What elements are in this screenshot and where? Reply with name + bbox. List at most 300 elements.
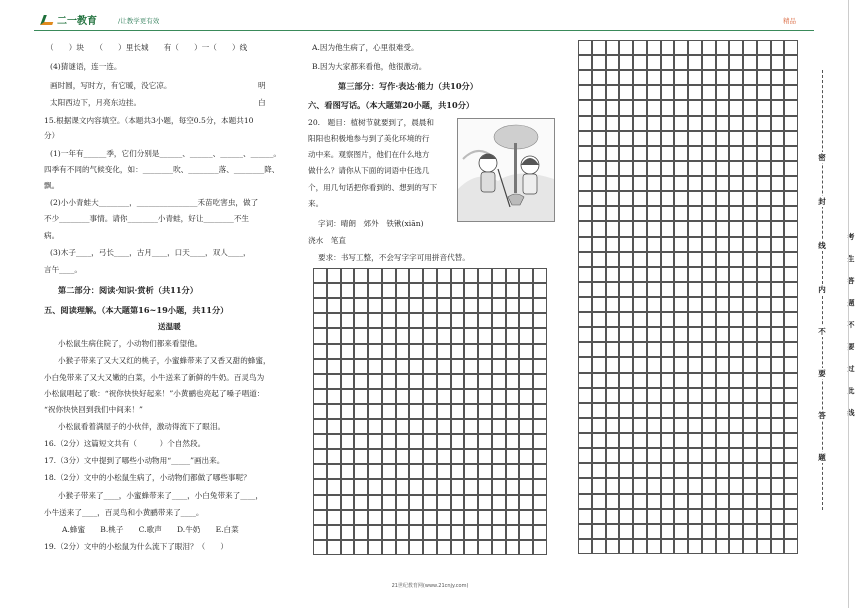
- grid-cell[interactable]: [354, 495, 368, 510]
- grid-cell[interactable]: [409, 419, 423, 434]
- grid-cell[interactable]: [478, 389, 492, 404]
- grid-cell[interactable]: [688, 463, 702, 478]
- grid-cell[interactable]: [382, 344, 396, 359]
- grid-cell[interactable]: [437, 328, 451, 343]
- grid-cell[interactable]: [451, 525, 465, 540]
- grid-cell[interactable]: [519, 419, 533, 434]
- grid-cell[interactable]: [771, 237, 785, 252]
- grid-cell[interactable]: [592, 433, 606, 448]
- grid-cell[interactable]: [396, 510, 410, 525]
- grid-cell[interactable]: [578, 191, 592, 206]
- grid-cell[interactable]: [674, 373, 688, 388]
- grid-cell[interactable]: [478, 449, 492, 464]
- grid-cell[interactable]: [688, 297, 702, 312]
- grid-cell[interactable]: [327, 283, 341, 298]
- grid-cell[interactable]: [702, 342, 716, 357]
- grid-cell[interactable]: [661, 478, 675, 493]
- grid-cell[interactable]: [674, 85, 688, 100]
- grid-cell[interactable]: [606, 388, 620, 403]
- grid-cell[interactable]: [702, 176, 716, 191]
- grid-cell[interactable]: [368, 298, 382, 313]
- grid-cell[interactable]: [578, 494, 592, 509]
- grid-cell[interactable]: [341, 298, 355, 313]
- grid-cell[interactable]: [578, 524, 592, 539]
- grid-cell[interactable]: [674, 509, 688, 524]
- grid-cell[interactable]: [492, 419, 506, 434]
- grid-cell[interactable]: [743, 100, 757, 115]
- grid-cell[interactable]: [729, 357, 743, 372]
- grid-cell[interactable]: [592, 161, 606, 176]
- grid-cell[interactable]: [661, 146, 675, 161]
- grid-cell[interactable]: [674, 40, 688, 55]
- grid-cell[interactable]: [647, 252, 661, 267]
- grid-cell[interactable]: [702, 539, 716, 554]
- grid-cell[interactable]: [578, 433, 592, 448]
- grid-cell[interactable]: [409, 495, 423, 510]
- grid-cell[interactable]: [533, 374, 547, 389]
- grid-cell[interactable]: [716, 70, 730, 85]
- grid-cell[interactable]: [784, 373, 798, 388]
- grid-cell[interactable]: [451, 495, 465, 510]
- grid-cell[interactable]: [688, 146, 702, 161]
- grid-cell[interactable]: [578, 539, 592, 554]
- grid-cell[interactable]: [578, 463, 592, 478]
- grid-cell[interactable]: [341, 510, 355, 525]
- grid-cell[interactable]: [533, 313, 547, 328]
- grid-cell[interactable]: [354, 464, 368, 479]
- grid-cell[interactable]: [327, 525, 341, 540]
- grid-cell[interactable]: [674, 463, 688, 478]
- grid-cell[interactable]: [423, 389, 437, 404]
- grid-cell[interactable]: [688, 131, 702, 146]
- grid-cell[interactable]: [592, 70, 606, 85]
- grid-cell[interactable]: [716, 206, 730, 221]
- grid-cell[interactable]: [633, 448, 647, 463]
- grid-cell[interactable]: [674, 146, 688, 161]
- grid-cell[interactable]: [688, 40, 702, 55]
- grid-cell[interactable]: [771, 327, 785, 342]
- grid-cell[interactable]: [409, 389, 423, 404]
- grid-cell[interactable]: [729, 463, 743, 478]
- grid-cell[interactable]: [716, 448, 730, 463]
- grid-cell[interactable]: [592, 448, 606, 463]
- grid-cell[interactable]: [757, 55, 771, 70]
- grid-cell[interactable]: [533, 434, 547, 449]
- grid-cell[interactable]: [674, 478, 688, 493]
- grid-cell[interactable]: [757, 494, 771, 509]
- grid-cell[interactable]: [492, 525, 506, 540]
- grid-cell[interactable]: [578, 40, 592, 55]
- grid-cell[interactable]: [757, 252, 771, 267]
- grid-cell[interactable]: [533, 449, 547, 464]
- grid-cell[interactable]: [451, 328, 465, 343]
- grid-cell[interactable]: [313, 298, 327, 313]
- grid-cell[interactable]: [492, 389, 506, 404]
- grid-cell[interactable]: [757, 100, 771, 115]
- grid-cell[interactable]: [661, 433, 675, 448]
- grid-cell[interactable]: [437, 419, 451, 434]
- grid-cell[interactable]: [341, 374, 355, 389]
- grid-cell[interactable]: [702, 509, 716, 524]
- grid-cell[interactable]: [661, 267, 675, 282]
- grid-cell[interactable]: [409, 479, 423, 494]
- grid-cell[interactable]: [396, 374, 410, 389]
- grid-cell[interactable]: [674, 131, 688, 146]
- grid-cell[interactable]: [619, 55, 633, 70]
- grid-cell[interactable]: [702, 448, 716, 463]
- grid-cell[interactable]: [437, 479, 451, 494]
- grid-cell[interactable]: [492, 479, 506, 494]
- grid-cell[interactable]: [674, 388, 688, 403]
- grid-cell[interactable]: [578, 373, 592, 388]
- grid-cell[interactable]: [492, 540, 506, 555]
- grid-cell[interactable]: [606, 161, 620, 176]
- grid-cell[interactable]: [437, 298, 451, 313]
- grid-cell[interactable]: [674, 161, 688, 176]
- grid-cell[interactable]: [506, 510, 520, 525]
- grid-cell[interactable]: [743, 237, 757, 252]
- grid-cell[interactable]: [592, 373, 606, 388]
- grid-cell[interactable]: [519, 374, 533, 389]
- grid-cell[interactable]: [716, 403, 730, 418]
- grid-cell[interactable]: [382, 298, 396, 313]
- grid-cell[interactable]: [743, 221, 757, 236]
- grid-cell[interactable]: [771, 312, 785, 327]
- grid-cell[interactable]: [688, 418, 702, 433]
- grid-cell[interactable]: [519, 359, 533, 374]
- grid-cell[interactable]: [606, 509, 620, 524]
- grid-cell[interactable]: [743, 161, 757, 176]
- grid-cell[interactable]: [661, 494, 675, 509]
- grid-cell[interactable]: [619, 494, 633, 509]
- grid-cell[interactable]: [464, 359, 478, 374]
- grid-cell[interactable]: [464, 495, 478, 510]
- grid-cell[interactable]: [606, 206, 620, 221]
- grid-cell[interactable]: [506, 464, 520, 479]
- grid-cell[interactable]: [743, 388, 757, 403]
- grid-cell[interactable]: [382, 374, 396, 389]
- grid-cell[interactable]: [784, 131, 798, 146]
- grid-cell[interactable]: [674, 357, 688, 372]
- grid-cell[interactable]: [647, 403, 661, 418]
- grid-cell[interactable]: [784, 403, 798, 418]
- grid-cell[interactable]: [661, 373, 675, 388]
- grid-cell[interactable]: [506, 525, 520, 540]
- grid-cell[interactable]: [409, 464, 423, 479]
- grid-cell[interactable]: [716, 312, 730, 327]
- grid-cell[interactable]: [674, 342, 688, 357]
- grid-cell[interactable]: [771, 388, 785, 403]
- grid-cell[interactable]: [716, 524, 730, 539]
- grid-cell[interactable]: [464, 434, 478, 449]
- grid-cell[interactable]: [688, 357, 702, 372]
- grid-cell[interactable]: [506, 268, 520, 283]
- grid-cell[interactable]: [578, 357, 592, 372]
- grid-cell[interactable]: [784, 448, 798, 463]
- grid-cell[interactable]: [619, 433, 633, 448]
- grid-cell[interactable]: [368, 313, 382, 328]
- grid-cell[interactable]: [688, 252, 702, 267]
- grid-cell[interactable]: [688, 176, 702, 191]
- grid-cell[interactable]: [423, 328, 437, 343]
- grid-cell[interactable]: [619, 327, 633, 342]
- grid-cell[interactable]: [606, 100, 620, 115]
- grid-cell[interactable]: [533, 283, 547, 298]
- grid-cell[interactable]: [757, 539, 771, 554]
- grid-cell[interactable]: [716, 55, 730, 70]
- grid-cell[interactable]: [661, 116, 675, 131]
- grid-cell[interactable]: [313, 283, 327, 298]
- grid-cell[interactable]: [478, 344, 492, 359]
- grid-cell[interactable]: [729, 176, 743, 191]
- grid-cell[interactable]: [702, 206, 716, 221]
- grid-cell[interactable]: [743, 403, 757, 418]
- grid-cell[interactable]: [784, 282, 798, 297]
- grid-cell[interactable]: [757, 146, 771, 161]
- grid-cell[interactable]: [619, 478, 633, 493]
- grid-cell[interactable]: [757, 342, 771, 357]
- grid-cell[interactable]: [368, 359, 382, 374]
- grid-cell[interactable]: [729, 282, 743, 297]
- grid-cell[interactable]: [519, 449, 533, 464]
- grid-cell[interactable]: [757, 357, 771, 372]
- grid-cell[interactable]: [661, 40, 675, 55]
- grid-cell[interactable]: [647, 297, 661, 312]
- grid-cell[interactable]: [341, 464, 355, 479]
- grid-cell[interactable]: [661, 327, 675, 342]
- grid-cell[interactable]: [633, 478, 647, 493]
- grid-cell[interactable]: [757, 206, 771, 221]
- grid-cell[interactable]: [661, 191, 675, 206]
- grid-cell[interactable]: [619, 221, 633, 236]
- grid-cell[interactable]: [647, 509, 661, 524]
- grid-cell[interactable]: [492, 344, 506, 359]
- grid-cell[interactable]: [619, 267, 633, 282]
- grid-cell[interactable]: [368, 404, 382, 419]
- grid-cell[interactable]: [619, 131, 633, 146]
- grid-cell[interactable]: [647, 494, 661, 509]
- grid-cell[interactable]: [647, 146, 661, 161]
- grid-cell[interactable]: [341, 283, 355, 298]
- grid-cell[interactable]: [354, 389, 368, 404]
- grid-cell[interactable]: [784, 463, 798, 478]
- grid-cell[interactable]: [409, 525, 423, 540]
- grid-cell[interactable]: [757, 448, 771, 463]
- grid-cell[interactable]: [464, 374, 478, 389]
- grid-cell[interactable]: [606, 312, 620, 327]
- grid-cell[interactable]: [729, 206, 743, 221]
- grid-cell[interactable]: [619, 100, 633, 115]
- grid-cell[interactable]: [647, 237, 661, 252]
- grid-cell[interactable]: [396, 283, 410, 298]
- grid-cell[interactable]: [702, 388, 716, 403]
- grid-cell[interactable]: [688, 100, 702, 115]
- grid-cell[interactable]: [313, 449, 327, 464]
- grid-cell[interactable]: [578, 403, 592, 418]
- grid-cell[interactable]: [368, 328, 382, 343]
- grid-cell[interactable]: [478, 434, 492, 449]
- grid-cell[interactable]: [606, 433, 620, 448]
- grid-cell[interactable]: [592, 418, 606, 433]
- grid-cell[interactable]: [368, 283, 382, 298]
- grid-cell[interactable]: [464, 344, 478, 359]
- grid-cell[interactable]: [606, 191, 620, 206]
- grid-cell[interactable]: [633, 327, 647, 342]
- grid-cell[interactable]: [478, 510, 492, 525]
- grid-cell[interactable]: [716, 237, 730, 252]
- grid-cell[interactable]: [647, 85, 661, 100]
- grid-cell[interactable]: [423, 283, 437, 298]
- grid-cell[interactable]: [633, 267, 647, 282]
- grid-cell[interactable]: [423, 374, 437, 389]
- grid-cell[interactable]: [757, 327, 771, 342]
- grid-cell[interactable]: [396, 268, 410, 283]
- grid-cell[interactable]: [647, 418, 661, 433]
- grid-cell[interactable]: [464, 404, 478, 419]
- grid-cell[interactable]: [341, 434, 355, 449]
- grid-cell[interactable]: [437, 268, 451, 283]
- grid-cell[interactable]: [771, 297, 785, 312]
- grid-cell[interactable]: [633, 494, 647, 509]
- grid-cell[interactable]: [757, 509, 771, 524]
- grid-cell[interactable]: [661, 357, 675, 372]
- grid-cell[interactable]: [716, 388, 730, 403]
- grid-cell[interactable]: [784, 342, 798, 357]
- grid-cell[interactable]: [451, 479, 465, 494]
- grid-cell[interactable]: [729, 312, 743, 327]
- grid-cell[interactable]: [784, 524, 798, 539]
- grid-cell[interactable]: [506, 540, 520, 555]
- grid-cell[interactable]: [409, 268, 423, 283]
- grid-cell[interactable]: [506, 344, 520, 359]
- grid-cell[interactable]: [757, 418, 771, 433]
- grid-cell[interactable]: [313, 525, 327, 540]
- grid-cell[interactable]: [606, 40, 620, 55]
- grid-cell[interactable]: [688, 221, 702, 236]
- grid-cell[interactable]: [771, 342, 785, 357]
- grid-cell[interactable]: [409, 313, 423, 328]
- grid-cell[interactable]: [409, 434, 423, 449]
- grid-cell[interactable]: [674, 221, 688, 236]
- grid-cell[interactable]: [492, 313, 506, 328]
- grid-cell[interactable]: [578, 478, 592, 493]
- grid-cell[interactable]: [327, 359, 341, 374]
- grid-cell[interactable]: [423, 344, 437, 359]
- grid-cell[interactable]: [688, 373, 702, 388]
- grid-cell[interactable]: [354, 540, 368, 555]
- grid-cell[interactable]: [409, 283, 423, 298]
- grid-cell[interactable]: [784, 539, 798, 554]
- grid-cell[interactable]: [633, 100, 647, 115]
- grid-cell[interactable]: [313, 419, 327, 434]
- grid-cell[interactable]: [619, 252, 633, 267]
- grid-cell[interactable]: [327, 464, 341, 479]
- grid-cell[interactable]: [688, 85, 702, 100]
- grid-cell[interactable]: [396, 328, 410, 343]
- grid-cell[interactable]: [382, 389, 396, 404]
- grid-cell[interactable]: [674, 100, 688, 115]
- grid-cell[interactable]: [647, 478, 661, 493]
- grid-cell[interactable]: [368, 389, 382, 404]
- grid-cell[interactable]: [784, 494, 798, 509]
- grid-cell[interactable]: [478, 404, 492, 419]
- grid-cell[interactable]: [661, 161, 675, 176]
- grid-cell[interactable]: [533, 464, 547, 479]
- grid-cell[interactable]: [743, 116, 757, 131]
- grid-cell[interactable]: [423, 419, 437, 434]
- grid-cell[interactable]: [464, 540, 478, 555]
- grid-cell[interactable]: [784, 55, 798, 70]
- grid-cell[interactable]: [674, 55, 688, 70]
- grid-cell[interactable]: [396, 313, 410, 328]
- grid-cell[interactable]: [729, 539, 743, 554]
- grid-cell[interactable]: [729, 373, 743, 388]
- grid-cell[interactable]: [771, 463, 785, 478]
- grid-cell[interactable]: [633, 388, 647, 403]
- grid-cell[interactable]: [674, 70, 688, 85]
- grid-cell[interactable]: [771, 448, 785, 463]
- grid-cell[interactable]: [578, 55, 592, 70]
- grid-cell[interactable]: [451, 298, 465, 313]
- grid-cell[interactable]: [606, 463, 620, 478]
- grid-cell[interactable]: [688, 327, 702, 342]
- grid-cell[interactable]: [437, 525, 451, 540]
- grid-cell[interactable]: [606, 221, 620, 236]
- grid-cell[interactable]: [423, 404, 437, 419]
- grid-cell[interactable]: [784, 85, 798, 100]
- grid-cell[interactable]: [423, 510, 437, 525]
- grid-cell[interactable]: [437, 313, 451, 328]
- grid-cell[interactable]: [729, 388, 743, 403]
- grid-cell[interactable]: [606, 146, 620, 161]
- grid-cell[interactable]: [702, 267, 716, 282]
- grid-cell[interactable]: [327, 313, 341, 328]
- grid-cell[interactable]: [647, 312, 661, 327]
- grid-cell[interactable]: [771, 357, 785, 372]
- grid-cell[interactable]: [341, 404, 355, 419]
- grid-cell[interactable]: [592, 282, 606, 297]
- grid-cell[interactable]: [633, 463, 647, 478]
- grid-cell[interactable]: [784, 221, 798, 236]
- grid-cell[interactable]: [784, 478, 798, 493]
- grid-cell[interactable]: [396, 389, 410, 404]
- grid-cell[interactable]: [729, 494, 743, 509]
- grid-cell[interactable]: [784, 40, 798, 55]
- grid-cell[interactable]: [592, 494, 606, 509]
- grid-cell[interactable]: [633, 116, 647, 131]
- grid-cell[interactable]: [647, 373, 661, 388]
- grid-cell[interactable]: [423, 268, 437, 283]
- grid-cell[interactable]: [382, 404, 396, 419]
- grid-cell[interactable]: [743, 342, 757, 357]
- grid-cell[interactable]: [464, 419, 478, 434]
- grid-cell[interactable]: [661, 206, 675, 221]
- grid-cell[interactable]: [592, 85, 606, 100]
- grid-cell[interactable]: [327, 268, 341, 283]
- grid-cell[interactable]: [729, 509, 743, 524]
- grid-cell[interactable]: [382, 495, 396, 510]
- grid-cell[interactable]: [702, 524, 716, 539]
- grid-cell[interactable]: [578, 448, 592, 463]
- grid-cell[interactable]: [464, 449, 478, 464]
- grid-cell[interactable]: [437, 283, 451, 298]
- grid-cell[interactable]: [702, 433, 716, 448]
- grid-cell[interactable]: [368, 464, 382, 479]
- grid-cell[interactable]: [702, 146, 716, 161]
- grid-cell[interactable]: [592, 524, 606, 539]
- grid-cell[interactable]: [506, 298, 520, 313]
- grid-cell[interactable]: [771, 70, 785, 85]
